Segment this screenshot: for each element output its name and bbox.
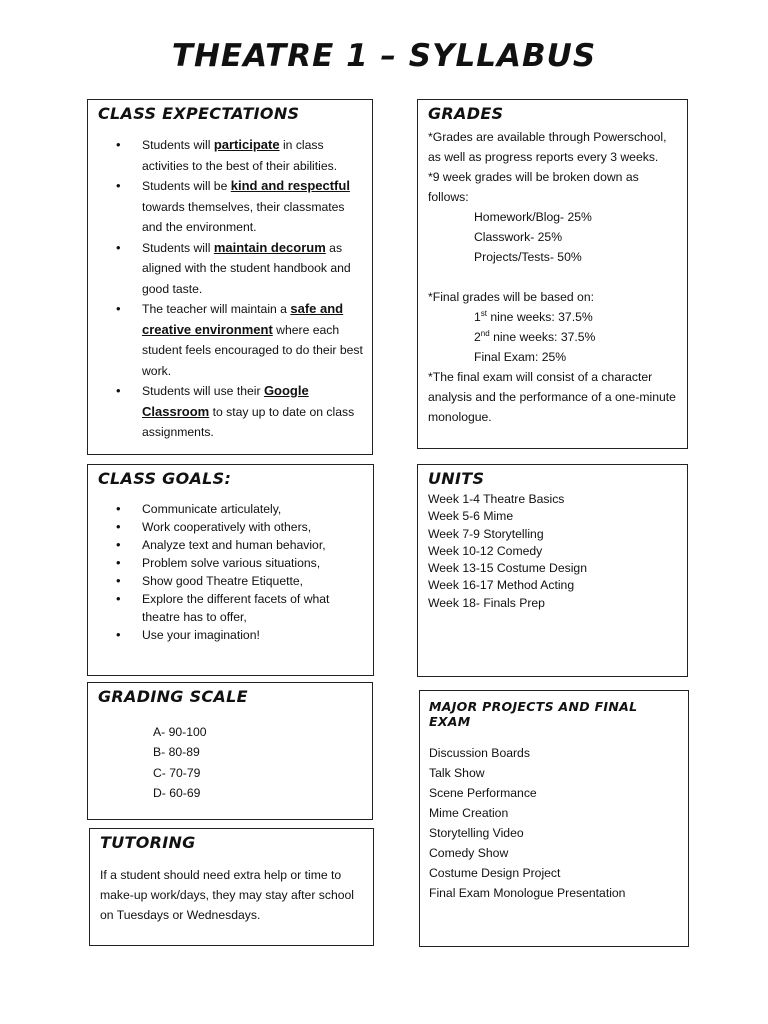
- projects-list: [429, 743, 680, 903]
- list-item: Comedy Show: [429, 846, 509, 860]
- list-item: D- 60-69: [153, 785, 201, 800]
- tutoring-text: If a student should need extra help or time to make-up work/days, they may stay after school on Tuesdays or Wednesdays.: [100, 868, 355, 922]
- emphasis: kind and respectful: [230, 178, 350, 193]
- grades-nine-week: *9 week grades will be broken down as follows:: [428, 170, 639, 204]
- list-item: Talk Show: [429, 766, 485, 780]
- emphasis: maintain decorum: [213, 239, 326, 255]
- units-heading: UNITS: [428, 469, 485, 488]
- final-grade-second-nine: 2nd nine weeks: 37.5%: [474, 328, 596, 344]
- grades-breakdown-projects: Projects/Tests- 50%: [474, 250, 582, 264]
- major-projects-box: [419, 690, 689, 947]
- list-item: • Use your imagination!: [88, 626, 365, 644]
- list-item: Week 7-9 Storytelling: [428, 526, 544, 541]
- grading-scale-heading: GRADING SCALE: [98, 687, 248, 706]
- list-item: Discussion Boards: [429, 746, 530, 760]
- final-grade-first-nine: 1st nine weeks: 37.5%: [474, 308, 593, 324]
- list-item: • Students will use their Google Classroom to stay up to date on class assignments.: [88, 381, 364, 443]
- list-item: • Problem solve various situations,: [88, 554, 365, 572]
- list-item: Costume Design Project: [429, 866, 561, 880]
- emphasis: safe and creative environment: [142, 301, 344, 337]
- list-item: Mime Creation: [429, 806, 509, 820]
- grades-breakdown-homework: Homework/Blog- 25%: [474, 210, 592, 224]
- emphasis: Google Classroom: [142, 383, 309, 419]
- grades-breakdown-classwork: Classwork- 25%: [474, 230, 563, 244]
- list-item: Week 13-15 Costume Design: [428, 561, 587, 576]
- grades-box: [417, 99, 688, 449]
- tutoring-box: [89, 828, 374, 946]
- list-item: A- 90-100: [153, 725, 207, 739]
- list-item: Week 10-12 Comedy: [428, 543, 543, 558]
- grading-scale-list: [98, 722, 364, 803]
- page-title: THEATRE 1 – SYLLABUS: [171, 38, 597, 74]
- tutoring-heading: TUTORING: [100, 833, 196, 852]
- class-expectations-heading: CLASS EXPECTATIONS: [98, 104, 300, 123]
- grades-availability: *Grades are available through Powerschool, as well as progress reports every 3 weeks.: [428, 130, 667, 164]
- list-item: B- 80-89: [153, 745, 200, 760]
- list-item: • The teacher will maintain a safe and creative environment where each student feels encouraged to do their best work.: [88, 299, 364, 381]
- list-item: • Explore the different facets of what theatre has to offer,: [88, 590, 365, 626]
- list-item: Week 18- Finals Prep: [428, 595, 545, 610]
- final-exam-note: *The final exam will consist of a character analysis and the performance of a one-minute monologue.: [428, 370, 676, 424]
- final-grade-exam: Final Exam: 25%: [474, 350, 567, 364]
- units-box: [417, 464, 688, 677]
- list-item: C- 70-79: [153, 765, 201, 780]
- class-expectations-box: [87, 99, 373, 455]
- list-item: • Communicate articulately,: [88, 500, 365, 518]
- list-item: Final Exam Monologue Presentation: [429, 886, 626, 900]
- emphasis: participate: [213, 137, 280, 152]
- final-grades-intro: *Final grades will be based on:: [428, 290, 594, 304]
- list-item: • Show good Theatre Etiquette,: [88, 572, 365, 590]
- list-item: Week 16-17 Method Acting: [428, 578, 575, 593]
- goals-list: [88, 500, 365, 644]
- expectations-list: [88, 135, 364, 443]
- list-item: Week 5-6 Mime: [428, 509, 514, 524]
- list-item: Scene Performance: [429, 786, 537, 800]
- list-item: • Students will be kind and respectful towards themselves, their classmates and the environment.: [88, 176, 364, 238]
- grading-scale-box: [87, 682, 373, 820]
- major-projects-heading: MAJOR PROJECTS AND FINAL EXAM: [429, 699, 638, 729]
- list-item: • Students will maintain decorum as aligned with the student handbook and good taste.: [88, 238, 364, 300]
- list-item: • Students will participate in class activities to the best of their abilities.: [88, 135, 364, 176]
- class-goals-box: [87, 464, 374, 676]
- units-list: [428, 491, 679, 612]
- list-item: • Work cooperatively with others,: [88, 518, 365, 536]
- grades-heading: GRADES: [428, 104, 504, 123]
- list-item: Week 1-4 Theatre Basics: [428, 492, 565, 506]
- list-item: Storytelling Video: [429, 826, 524, 840]
- class-goals-heading: CLASS GOALS:: [98, 469, 232, 488]
- list-item: • Analyze text and human behavior,: [88, 536, 365, 554]
